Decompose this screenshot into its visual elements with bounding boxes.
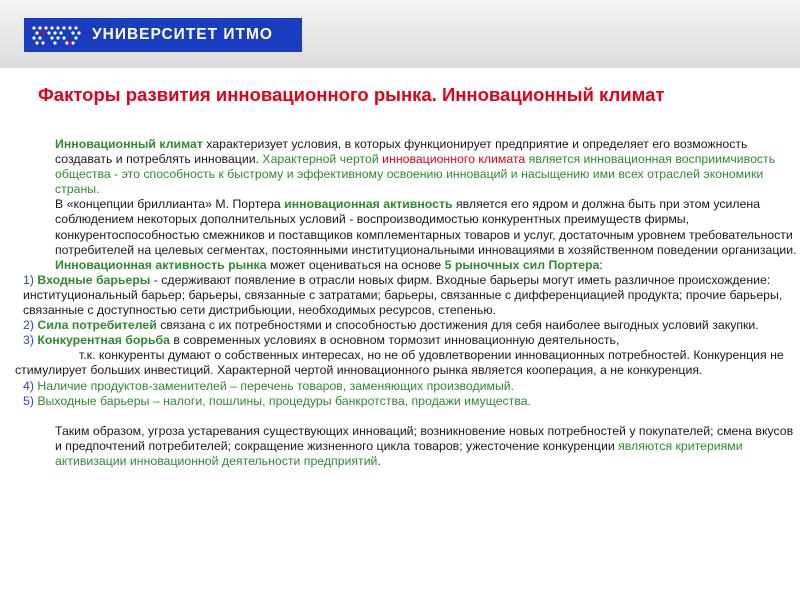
logo-dots-icon xyxy=(26,18,86,52)
term-competition: Конкурентная борьба xyxy=(37,333,170,348)
logo-text: УНИВЕРСИТЕТ ИТМО xyxy=(92,26,273,43)
text-span: Характерной чертой xyxy=(262,152,383,167)
list-item-entry-barriers xyxy=(15,273,798,318)
paragraph-climate xyxy=(15,137,798,197)
list-number: 4) xyxy=(23,378,38,393)
term-criteria: являются критериями активизации инновационной деятельности предприятий xyxy=(55,438,743,468)
term-buyer-power: Сила потребителей xyxy=(37,318,157,333)
paragraph-conclusion xyxy=(15,424,798,469)
text-span: : xyxy=(599,257,603,272)
text-span: является его ядром и должна быть при этом усилена соблюдением некоторых дополнительных условий - воспроизводимостью конкурентных преимуществ фирмы, конкурентоспособностью смежников и поставщиков комплементарных товаров и услуг, достаточным уровнем требовательности потребителей на целевых сегментах, постоянными институциональными инновациями в хозяйственном поведении организации. xyxy=(55,197,797,257)
list-number: 3) xyxy=(23,333,38,348)
term-exit-barriers: Выходные барьеры – налоги, пошлины, процедуры банкротства, продажи имущества. xyxy=(37,393,531,408)
text-span: характеризует условия, в которых функционирует предприятие и определяет его возможность создавать и потреблять инновации. xyxy=(55,137,748,167)
spacer xyxy=(15,409,798,424)
term-porter-forces: 5 рыночных сил Портера xyxy=(444,257,600,272)
text-span: в современных условиях в основном тормозит инновационную деятельность, xyxy=(169,333,620,348)
text-span: В «концепции бриллианта» М. Портера xyxy=(55,197,285,212)
text-span: является инновационная восприимчивость общества - это способность к быстрому и эффективному освоению инноваций и насыщению ими всех отраслей экономики страны. xyxy=(55,152,776,197)
list-item-substitutes xyxy=(15,379,798,394)
slide-body xyxy=(15,137,798,469)
list-number: 1) xyxy=(23,272,38,287)
paragraph-market-activity xyxy=(15,258,798,273)
list-number: 5) xyxy=(23,393,38,408)
term-innovation-climate-red: инновационного климата xyxy=(382,152,526,167)
slide-title: Факторы развития инновационного рынка. Инновационный климат xyxy=(38,84,665,105)
university-logo[interactable] xyxy=(24,18,302,52)
term-substitutes: Наличие продуктов-заменителей – перечень товаров, заменяющих производимый. xyxy=(37,378,515,393)
list-item-competition-continued xyxy=(15,348,798,378)
text-span: может оцениваться на основе xyxy=(266,257,445,272)
term-innovation-climate: Инновационный климат xyxy=(55,137,203,151)
text-span: . xyxy=(377,453,381,468)
list-item-competition xyxy=(15,333,798,348)
term-market-activity: Инновационная активность рынка xyxy=(55,257,267,272)
text-span: т.к. конкуренты думают о собственных интересах, но не об удовлетворении инновационных потребностей. Конкуренция не стимулирует больших инвестиций. Характерной чертой инновационного рынка является кооперация, а не конкуренция. xyxy=(15,348,784,378)
list-item-exit-barriers xyxy=(15,394,798,409)
text-span: - сдерживают появление в отрасли новых фирм. Входные барьеры могут иметь различное происхождение: институциональный барьер; барьеры, связанные с затратами; барьеры, связанные с дифференциацией продукта; прочие барьеры, связанные с доступностью сети дистрибьюции, необходимых ресурсов, степенью. xyxy=(23,272,783,318)
term-innovation-activity: инновационная активность xyxy=(284,197,453,212)
list-item-buyer-power xyxy=(15,318,798,333)
list-number: 2) xyxy=(23,318,38,333)
term-entry-barriers: Входные барьеры xyxy=(37,272,151,287)
text-span: Таким образом, угроза устаревания существующих инноваций; возникновение новых потребностей у покупателей; смена вкусов и предпочтений потребителей; сокращение жизненного цикла товаров; ужесточение конкуренции xyxy=(55,423,794,453)
paragraph-porter-diamond xyxy=(15,197,798,257)
text-span: связана с их потребностями и способностью достижения для себя наиболее выгодных условий закупки. xyxy=(156,318,759,333)
